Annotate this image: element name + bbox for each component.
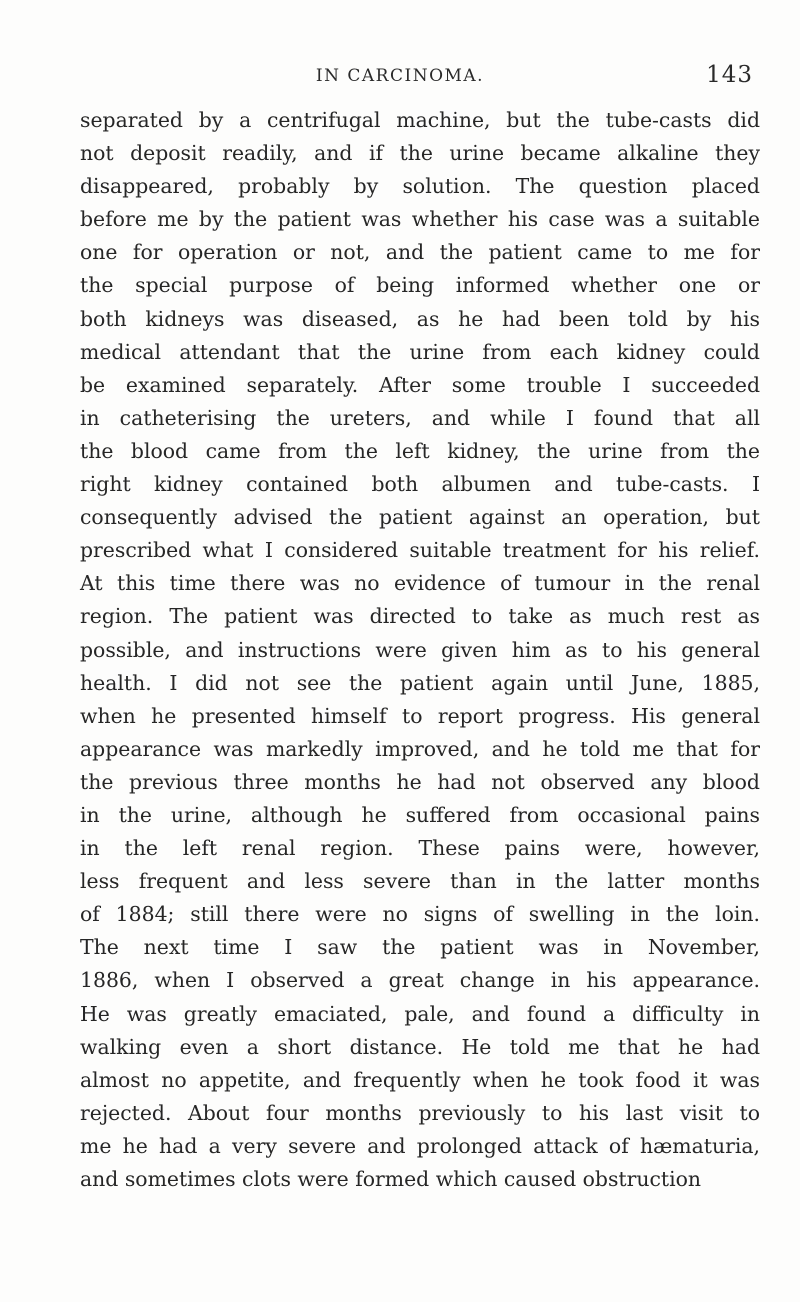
text-line: medical attendant that the urine from each kidney could <box>80 339 760 364</box>
text-line: less frequent and less severe than in the latter months <box>80 869 760 894</box>
running-head <box>0 62 800 92</box>
text-line: He was greatly emaciated, pale, and found a difficulty in <box>80 1001 760 1026</box>
text-line: rejected. About four months previously to his last visit to <box>80 1100 760 1125</box>
body-text <box>80 104 760 1196</box>
text-line: the special purpose of being informed whether one or <box>80 273 760 298</box>
text-line: possible, and instructions were given him as to his general <box>80 637 760 662</box>
text-line: almost no appetite, and frequently when he took food it was <box>80 1067 760 1092</box>
text-line: separated by a centrifugal machine, but the tube-casts did <box>80 108 760 132</box>
text-line: be examined separately. After some trouble I succeeded <box>80 372 760 397</box>
text-line: when he presented himself to report progress. His general <box>80 703 760 728</box>
text-line: region. The patient was directed to take as much rest as <box>80 604 760 629</box>
text-line: disappeared, probably by solution. The question placed <box>80 174 760 199</box>
text-line: The next time I saw the patient was in November, <box>80 935 760 960</box>
text-line: both kidneys was diseased, as he had been told by his <box>80 306 760 331</box>
text-line: the previous three months he had not observed any blood <box>80 769 760 794</box>
text-line: the blood came from the left kidney, the urine from the <box>80 438 760 463</box>
text-line: health. I did not see the patient again until June, 1885, <box>80 670 760 695</box>
running-title: IN CARCINOMA. <box>315 66 485 86</box>
text-line: before me by the patient was whether his case was a suitable <box>80 207 760 232</box>
text-line: 1886, when I observed a great change in his appearance. <box>80 968 760 993</box>
text-line: not deposit readily, and if the urine became alkaline they <box>80 141 760 166</box>
text-line: right kidney contained both albumen and tube-casts. I <box>80 472 760 497</box>
text-line: walking even a short distance. He told me that he had <box>80 1034 760 1059</box>
page-number: 143 <box>706 62 753 88</box>
text-line: in the left renal region. These pains were, however, <box>80 836 760 861</box>
text-line: in the urine, although he suffered from occasional pains <box>80 802 760 827</box>
text-line: me he had a very severe and prolonged attack of hæmaturia, <box>80 1133 760 1158</box>
text-line: prescribed what I considered suitable treatment for his relief. <box>80 538 760 563</box>
text-line: and sometimes clots were formed which caused obstruction <box>80 1167 702 1191</box>
text-line: At this time there was no evidence of tumour in the renal <box>80 571 760 596</box>
text-line: in catheterising the ureters, and while I found that all <box>80 405 760 430</box>
text-line: consequently advised the patient against an operation, but <box>80 505 760 530</box>
text-line: one for operation or not, and the patient came to me for <box>80 240 760 265</box>
text-line: of 1884; still there were no signs of swelling in the loin. <box>80 902 760 927</box>
text-line: appearance was markedly improved, and he told me that for <box>80 736 760 761</box>
